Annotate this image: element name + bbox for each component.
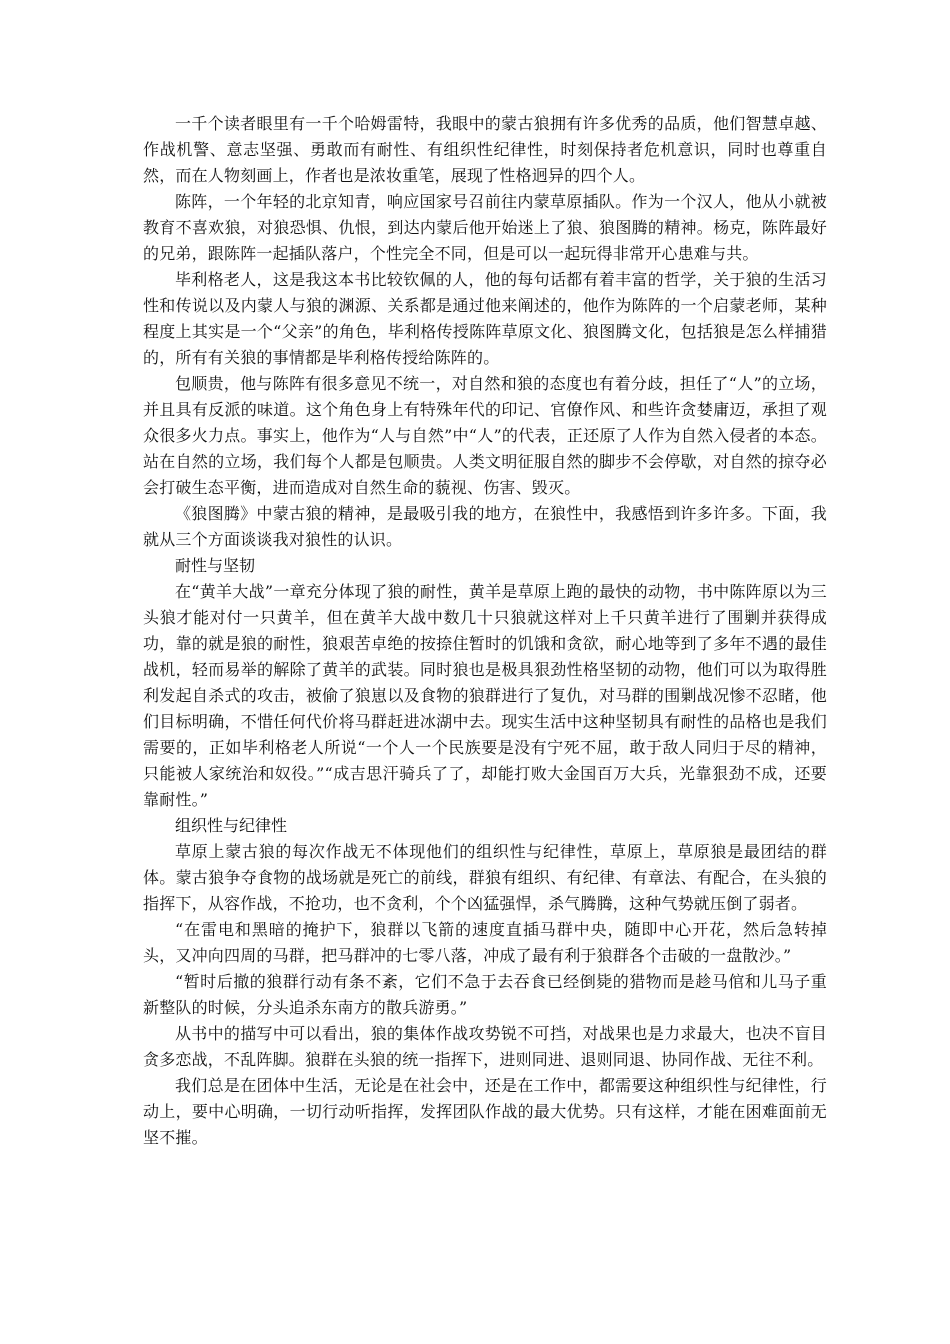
paragraph-quote-thunder: “在雷电和黑暗的掩护下，狼群以飞箭的速度直插马群中央，随即中心开花，然后急转掉头，又冲向四周的马群，把马群冲的七零八落，冲成了最有利于狼群各个击破的一盘散沙。” [143,920,827,965]
paragraph-intro: 一千个读者眼里有一千个哈姆雷特，我眼中的蒙古狼拥有许多优秀的品质，他们智慧卓越、作战机警、意志坚强、勇敢而有耐性、有组织性纪律性，时刻保持者危机意识，同时也尊重自然，而在人物刻画上，作者也是浓妆重笔，展现了性格迥异的四个人。 [143,114,827,185]
paragraph-wolf-spirit: 《狼图腾》中蒙古狼的精神，是最吸引我的地方，在狼性中，我感悟到许多许多。下面，我就从三个方面谈谈我对狼性的认识。 [143,504,827,549]
paragraph-conclusion: 我们总是在团体中生活，无论是在社会中，还是在工作中，都需要这种组织性与纪律性，行动上，要中心明确，一切行动听指挥，发挥团队作战的最大优势。只有这样，才能在困难面前无坚不摧。 [143,1076,827,1147]
paragraph-bao-shungui: 包顺贵，他与陈阵有很多意见不统一，对自然和狼的态度也有着分歧，担任了“人”的立场，并且具有反派的味道。这个角色身上有特殊年代的印记、官僚作风、和些许贪婪庸迈，承担了观众很多火力点。事实上，他作为“人与自然”中“人”的代表，正还原了人作为自然入侵者的本态。站在自然的立场，我们每个人都是包顺贵。人类文明征服自然的脚步不会停歇，对自然的掠夺必会打破生态平衡，进而造成对自然生命的藐视、伤害、毁灭。 [143,374,827,497]
paragraph-chen-zhen: 陈阵，一个年轻的北京知青，响应国家号召前往内蒙草原插队。作为一个汉人，他从小就被教育不喜欢狼，对狼恐惧、仇恨，到达内蒙后他开始迷上了狼、狼图腾的精神。杨克，陈阵最好的兄弟，跟陈阵一起插队落户，个性完全不同，但是可以一起玩得非常开心患难与共。 [143,192,827,263]
document-body [143,111,827,1151]
paragraph-analysis: 从书中的描写中可以看出，狼的集体作战攻势锐不可挡，对战果也是力求最大，也决不盲目贪多恋战，不乱阵脚。狼群在头狼的统一指挥下，进则同进、退则同退、协同作战、无往不利。 [143,1024,827,1069]
paragraph-discipline: 草原上蒙古狼的每次作战无不体现他们的组织性与纪律性，草原上，草原狼是最团结的群体。蒙古狼争夺食物的战场就是死亡的前线，群狼有组织、有纪律、有章法、有配合，在头狼的指挥下，从容作战，不抢功，也不贪利，个个凶猛强悍，杀气腾腾，这种气势就压倒了弱者。 [143,842,827,913]
paragraph-patience: 在“黄羊大战”一章充分体现了狼的耐性，黄羊是草原上跑的最快的动物，书中陈阵原以为三头狼才能对付一只黄羊，但在黄羊大战中数几十只狼就这样对上千只黄羊进行了围剿并获得成功，靠的就是狼的耐性，狼艰苦卓绝的按捺住暂时的饥饿和贪欲，耐心地等到了多年不遇的最佳战机，轻而易举的解除了黄羊的武装。同时狼也是极具狠劲性格坚韧的动物，他们可以为取得胜利发起自杀式的攻击，被偷了狼崽以及食物的狼群进行了复仇，对马群的围剿战况惨不忍睹，他们目标明确，不惜任何代价将马群赶进冰湖中去。现实生活中这种坚韧具有耐性的品格也是我们需要的，正如毕利格老人所说“一个人一个民族要是没有宁死不屈，敢于敌人同归于尽的精神，只能被人家统治和奴役。”“成吉思汗骑兵了了，却能打败大金国百万大兵，光靠狠劲不成，还要靠耐性。” [143,582,827,809]
paragraph-quote-retreat: “暂时后撤的狼群行动有条不紊，它们不急于去吞食已经倒毙的猎物而是趁马倌和儿马子重新整队的时候，分头追杀东南方的散兵游勇。” [143,972,827,1017]
paragraph-bilige: 毕利格老人，这是我这本书比较钦佩的人，他的每句话都有着丰富的哲学，关于狼的生活习性和传说以及内蒙人与狼的渊源、关系都是通过他来阐述的，他作为陈阵的一个启蒙老师，某种程度上其实是一个“父亲”的角色，毕利格传授陈阵草原文化、狼图腾文化，包括狼是怎么样捕猎的，所有有关狼的事情都是毕利格传授给陈阵的。 [143,270,827,367]
section-heading-discipline: 组织性与纪律性 [175,816,288,835]
section-heading-patience: 耐性与坚韧 [175,556,256,575]
